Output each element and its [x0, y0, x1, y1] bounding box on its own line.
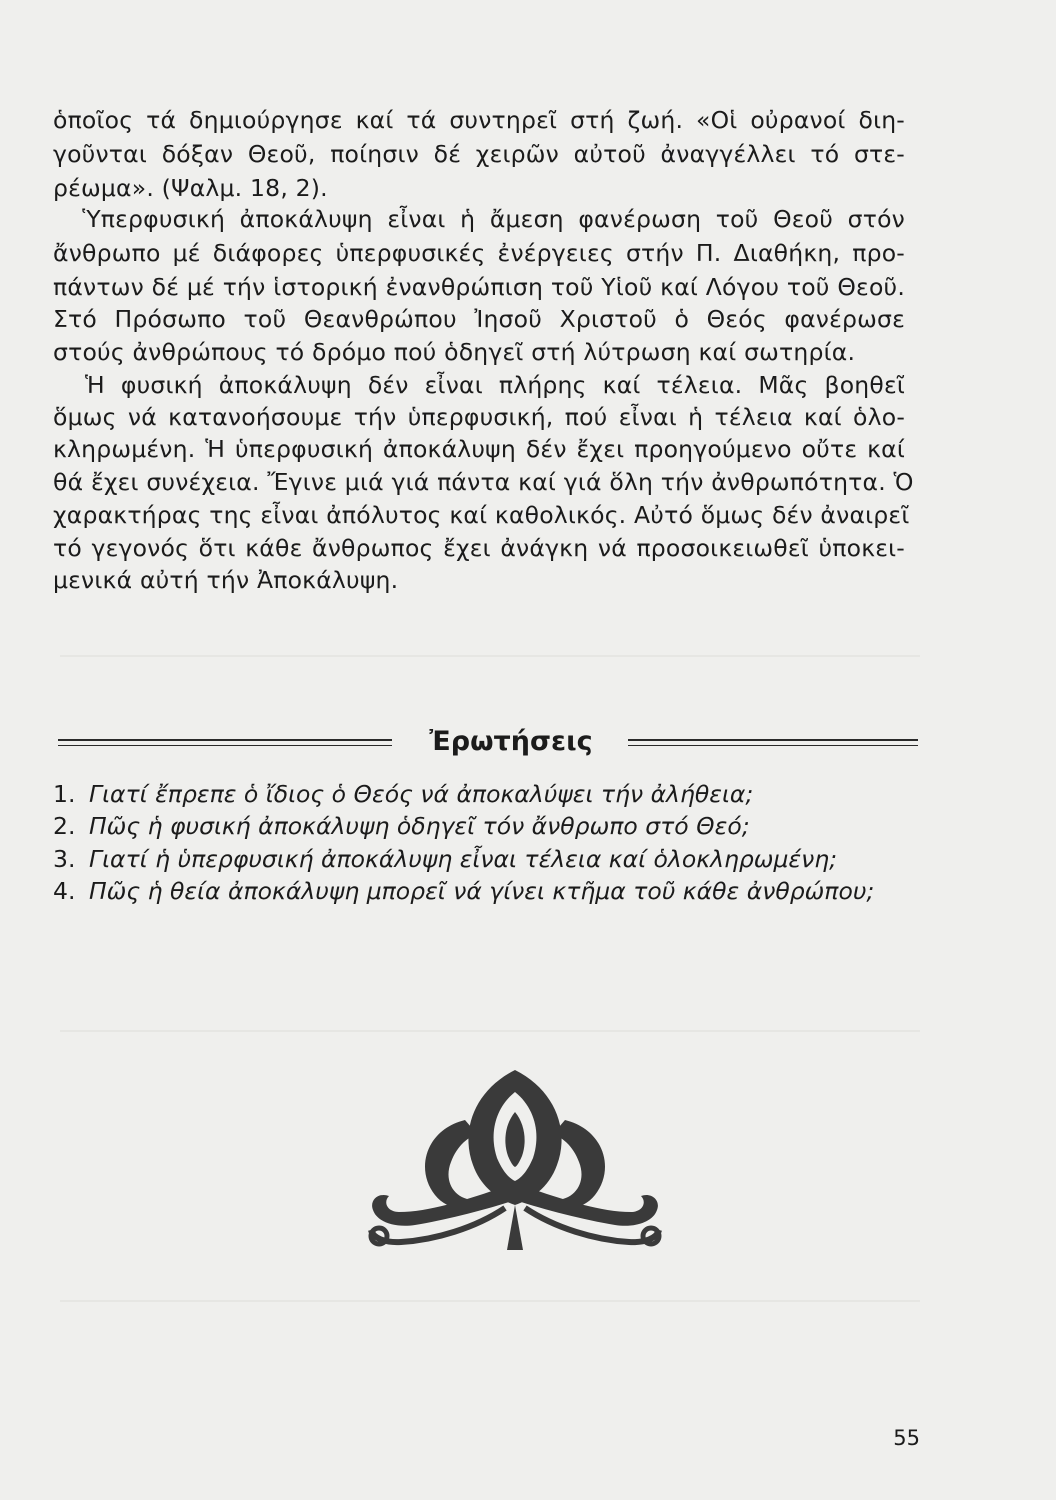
body-text-line: κληρωμένη. Ἡ ὑπερφυσική ἀποκάλυψη δέν ἔχει προηγούμενο οὔτε καί	[53, 435, 905, 463]
show-through-line	[60, 1030, 920, 1032]
body-text-line: χαρακτήρας της εἶναι ἀπόλυτος καί καθολικός. Αὐτό ὅμως δέν ἀναιρεῖ	[53, 501, 910, 529]
question-number: 1.	[53, 780, 76, 808]
question-number: 2.	[53, 812, 76, 840]
questions-heading: Ἐρωτήσεις	[429, 726, 593, 757]
body-text-line: τό γεγονός ὅτι κάθε ἄνθρωπος ἔχει ἀνάγκη νά προσοικειωθεῖ ὑποκει-	[53, 534, 905, 562]
heading-rule-left	[58, 739, 392, 746]
question-number: 4.	[53, 877, 76, 905]
decorative-ornament-icon	[355, 1060, 675, 1260]
question-number: 3.	[53, 845, 76, 873]
question-item	[53, 809, 750, 843]
body-text-line: Στό Πρόσωπο τοῦ Θεανθρώπου Ἰησοῦ Χριστοῦ ὁ Θεός φανέρωσε	[53, 305, 905, 333]
body-text-line: γοῦνται δόξαν Θεοῦ, ποίησιν δέ χειρῶν αὐτοῦ ἀναγγέλλει τό στε-	[53, 140, 905, 168]
question-item	[53, 874, 874, 908]
question-text: Πῶς ἡ φυσική ἀποκάλυψη ὁδηγεῖ τόν ἄνθρωπο στό Θεό;	[89, 812, 750, 840]
body-text-line: ρέωμα». (Ψαλμ. 18, 2).	[53, 174, 328, 202]
page-number: 55	[893, 1426, 920, 1450]
body-text-line: Ἡ φυσική ἀποκάλυψη δέν εἶναι πλήρης καί τέλεια. Μᾶς βοηθεῖ	[53, 371, 905, 399]
body-text-line: ὅμως νά κατανοήσουμε τήν ὑπερφυσική, πού εἶναι ἡ τέλεια καί ὁλο-	[53, 403, 905, 431]
body-text-line: Ὑπερφυσική ἀποκάλυψη εἶναι ἡ ἄμεση φανέρωση τοῦ Θεοῦ στόν	[53, 205, 905, 233]
show-through-line	[60, 655, 920, 657]
body-text-line: ὁποῖος τά δημιούργησε καί τά συντηρεῖ στή ζωή. «Οἱ οὐρανοί διη-	[53, 106, 905, 134]
question-text: Πῶς ἡ θεία ἀποκάλυψη μπορεῖ νά γίνει κτῆμα τοῦ κάθε ἀνθρώπου;	[89, 877, 875, 905]
show-through-line	[60, 1300, 920, 1302]
body-text-line: μενικά αὐτή τήν Ἀποκάλυψη.	[53, 566, 399, 594]
questions-heading-row	[58, 722, 918, 762]
body-text-line: θά ἔχει συνέχεια. Ἔγινε μιά γιά πάντα καί γιά ὅλη τήν ἀνθρωπότητα. Ὁ	[53, 468, 914, 496]
question-item	[53, 777, 753, 811]
question-text: Γιατί ἔπρεπε ὁ ἴδιος ὁ Θεός νά ἀποκαλύψει τήν ἀλήθεια;	[89, 780, 754, 808]
body-text-line: στούς ἀνθρώπους τό δρόμο πού ὁδηγεῖ στή λύτρωση καί σωτηρία.	[53, 338, 856, 366]
heading-rule-right	[628, 739, 918, 746]
body-text-line: ἄνθρωπο μέ διάφορες ὑπερφυσικές ἐνέργειες στήν Π. Διαθήκη, προ-	[53, 239, 905, 267]
body-text-line: πάντων δέ μέ τήν ἱστορική ἐνανθρώπιση τοῦ Υἱοῦ καί Λόγου τοῦ Θεοῦ.	[53, 273, 905, 301]
question-text: Γιατί ἡ ὑπερφυσική ἀποκάλυψη εἶναι τέλεια καί ὁλοκληρωμένη;	[89, 845, 838, 873]
question-item	[53, 842, 837, 876]
